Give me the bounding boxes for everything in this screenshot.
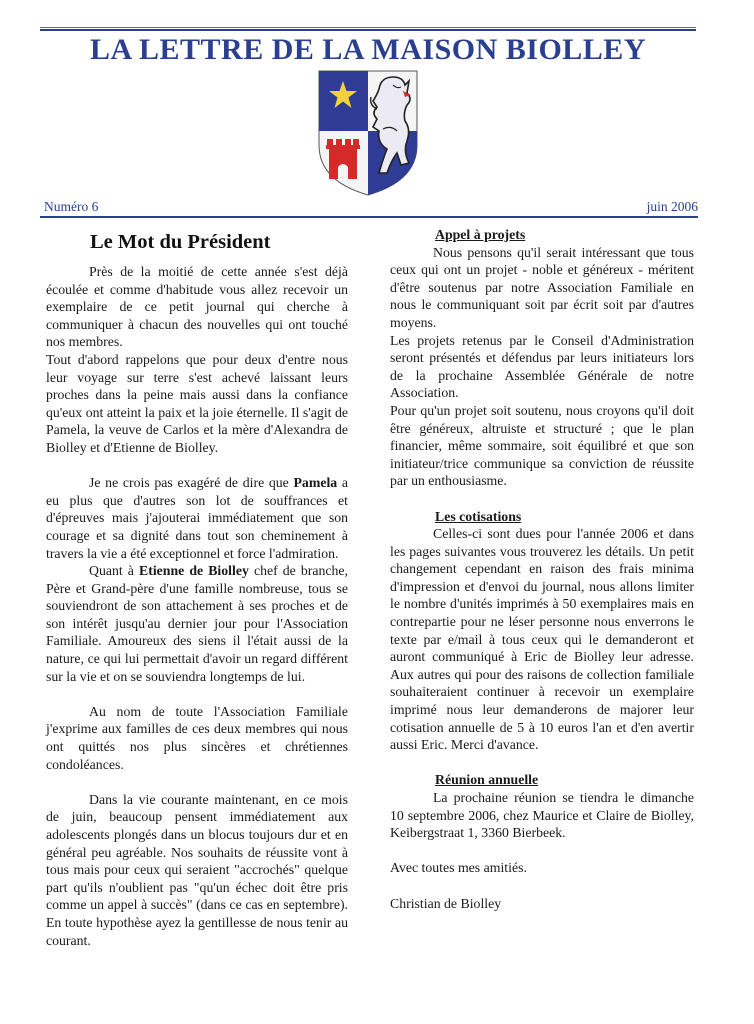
paragraph: Au nom de toute l'Association Familiale j'exprime aux familles de ces deux membres qui nous ont quittés nos plus sincères et chrétiennes condoléances. — [46, 703, 348, 772]
issue-number: Numéro 6 — [44, 199, 99, 214]
paragraph-gap — [46, 457, 348, 475]
article-headline: Le Mot du Président — [90, 231, 271, 253]
paragraph-gap — [390, 842, 694, 860]
paragraph: Nous pensons qu'il serait intéressant que tous ceux qui ont un projet - noble et généreux - méritent d'être soutenus par notre Association Familiale en nous le communiquant soit par écrit soit par d'autres moyens. — [390, 244, 694, 330]
issue-date: juin 2006 — [646, 199, 698, 214]
text-span: Je ne crois pas exagéré de dire que — [89, 475, 294, 491]
section-title-dues: Les cotisations — [435, 508, 522, 524]
name-bold: Pamela — [293, 475, 338, 491]
coat-of-arms — [317, 69, 419, 197]
newsletter-title: LA LETTRE DE LA MAISON BIOLLEY — [90, 33, 646, 66]
left-column — [46, 226, 348, 949]
right-column — [390, 226, 694, 912]
signature: Christian de Biolley — [390, 895, 502, 911]
top-rule-shadow — [40, 27, 696, 28]
paragraph-gap — [46, 685, 348, 703]
paragraph: Les projets retenus par le Conseil d'Administration seront présentés et défendus par leurs initiateurs lors de la prochaine Assemblée Générale de notre Association. — [390, 332, 694, 401]
paragraph-gap — [46, 773, 348, 791]
section-title-meeting: Réunion annuelle — [435, 772, 539, 788]
header-rule — [40, 216, 698, 218]
text-span: a eu plus que d'autres son lot de souffrances et d'épreuves mais j'ajouterai immédiatement que son courage et sa dignité dans tout son cheminement à travers la vie a été exceptionnel et force l'admiration. — [46, 475, 348, 561]
tower-icon — [326, 139, 360, 179]
top-rule — [40, 29, 696, 31]
paragraph-gap — [390, 754, 694, 772]
paragraph: Tout d'abord rappelons que pour deux d'entre nous leur voyage sur terre s'est achevé laissant leurs proches dans la peine mais aussi dans la confiance qu'eux ont atteint la paix et la joie éternelle. Il s'agit de Pamela, la veuve de Carlos et la mère d'Alexandra de Biolley et d'Etienne de Biolley. — [46, 351, 348, 455]
paragraph: Celles-ci sont dues pour l'année 2006 et dans les pages suivantes vous trouverez les détails. Un petit changement cependant en raison des frais minima d'impression et d'envoi du journal, nous allons limiter le nombre d'unités imprimés à 50 exemplaires mais en contrepartie pour ne léser personne nous enverrons le texte par e/mail à tous ceux qui le demanderont et auront communiqué à Eric de Biolley leur adresse. Aux autres qui pour des raisons de collection familiale souhaiteraient continuer à recevoir un exemplaire imprimé nous leur demanderons de majorer leur cotisation annuelle de 5 à 10 euros l'an et d'en avertir aussi Eric. Merci d'avance. — [390, 526, 694, 753]
paragraph: Près de la moitié de cette année s'est déjà écoulée et comme d'habitude vous allez recevoir un exemplaire de ce petit journal qui cherche à communiquer à chacun des nouvelles qui ont touché nos membres. — [46, 264, 348, 350]
section-title-projects: Appel à projets — [435, 227, 526, 242]
paragraph: Dans la vie courante maintenant, en ce mois de juin, beaucoup pensent immédiatement aux adolescents plongés dans un blocus toujours dur et en général peu agréable. Nos souhaits de réussite vont à tous mais pour ceux qui seraient "accrochés" quelque part qu'ils n'oublient pas "qu'un échec doit être pris comme un appel à succès" (dans ce cas en septembre). En toute hypothèse ayez la gentillesse de nous tenir au courant. — [46, 791, 348, 948]
name-bold: Etienne de Biolley — [139, 563, 249, 579]
paragraph-gap — [390, 490, 694, 508]
closing-line: Avec toutes mes amitiés. — [390, 860, 527, 876]
paragraph-gap — [390, 877, 694, 895]
text-span: Quant à — [89, 563, 140, 579]
paragraph — [46, 474, 348, 562]
paragraph — [46, 562, 348, 685]
paragraph: La prochaine réunion se tiendra le dimanche 10 septembre 2006, chez Maurice et Claire de Biolley, Keibergstraat 1, 3360 Bierbeek. — [390, 790, 694, 841]
text-span: chef de branche, Père et Grand-père d'une famille nombreuse, tous se souviendront de son attachement à ses proches et de son intérêt jusqu'au dernier jour pour l'Association Familiale. Amoureux des siens il l'était aussi de la nature, ce qui lui permettait d'avoir un regard différent sur la vie et on se souviendra longtemps de lui. — [46, 563, 348, 684]
paragraph: Pour qu'un projet soit soutenu, nous croyons qu'il doit être généreux, altruiste et structuré ; que le plan financier, même sommaire, soit équilibré et que son initiateur/trice communique sa conviction de réussite par un enthousiasme. — [390, 402, 694, 489]
